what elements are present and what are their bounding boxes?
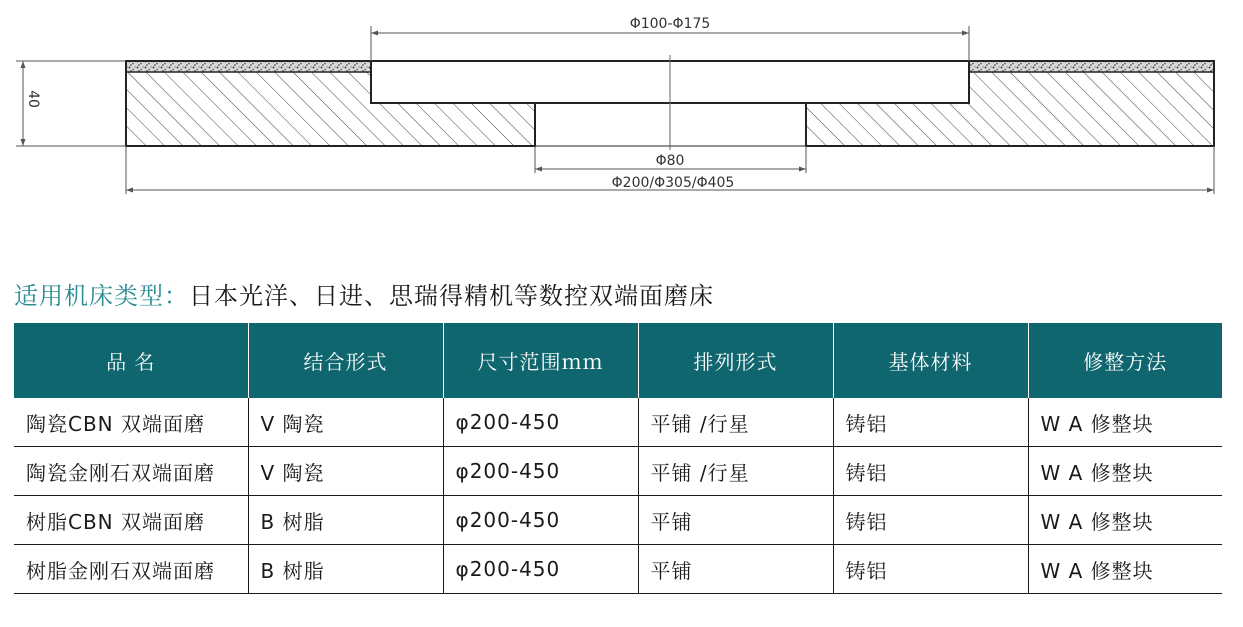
cell-arrangement: 平铺 [638,496,833,545]
header-arrangement: 排列形式 [638,323,833,398]
cell-product-name: 陶瓷CBN 双端面磨 [14,398,248,447]
cell-arrangement: 平铺 [638,545,833,594]
cell-dressing-method: W A 修整块 [1028,496,1222,545]
dim-height-label: 40 [25,90,41,108]
header-dressing-method: 修整方法 [1028,323,1222,398]
cell-dressing-method: W A 修整块 [1028,545,1222,594]
cell-dressing-method: W A 修整块 [1028,398,1222,447]
cell-size-range: φ200-450 [443,545,638,594]
table-row [14,545,1222,594]
table-header-row [14,323,1222,398]
cell-size-range: φ200-450 [443,447,638,496]
header-bond-type: 结合形式 [248,323,443,398]
abrasive-layer [970,62,1213,72]
cell-product-name: 树脂CBN 双端面磨 [14,496,248,545]
machine-type-value: 日本光洋、日进、思瑞得精机等数控双端面磨床 [189,282,714,310]
header-size-range: 尺寸范围ｍｍ [443,323,638,398]
cell-arrangement: 平铺 /行星 [638,447,833,496]
table-row [14,496,1222,545]
cell-base-material: 铸铝 [833,496,1028,545]
spec-table [14,323,1222,594]
cell-size-range: φ200-450 [443,496,638,545]
dim-top-label: Φ100-Φ175 [629,16,711,32]
machine-type-label: 适用机床类型： [14,282,189,310]
cell-dressing-method: W A 修整块 [1028,447,1222,496]
header-base-material: 基体材料 [833,323,1028,398]
cell-product-name: 陶瓷金刚石双端面磨 [14,447,248,496]
dim-inner-label: Φ80 [655,153,685,169]
cell-bond-type: B 树脂 [248,545,443,594]
dim-outer-label: Φ200/Φ305/Φ405 [611,175,735,191]
table-row [14,447,1222,496]
cell-size-range: φ200-450 [443,398,638,447]
cell-arrangement: 平铺 /行星 [638,398,833,447]
machine-type-line [14,276,714,311]
table-row [14,398,1222,447]
grinding-wheel-drawing [0,0,1243,215]
cell-base-material: 铸铝 [833,447,1028,496]
header-product-name: 品 名 [14,323,248,398]
cell-base-material: 铸铝 [833,398,1028,447]
abrasive-layer [127,62,370,72]
cell-base-material: 铸铝 [833,545,1028,594]
cell-bond-type: V 陶瓷 [248,447,443,496]
cell-product-name: 树脂金刚石双端面磨 [14,545,248,594]
cell-bond-type: B 树脂 [248,496,443,545]
cell-bond-type: V 陶瓷 [248,398,443,447]
